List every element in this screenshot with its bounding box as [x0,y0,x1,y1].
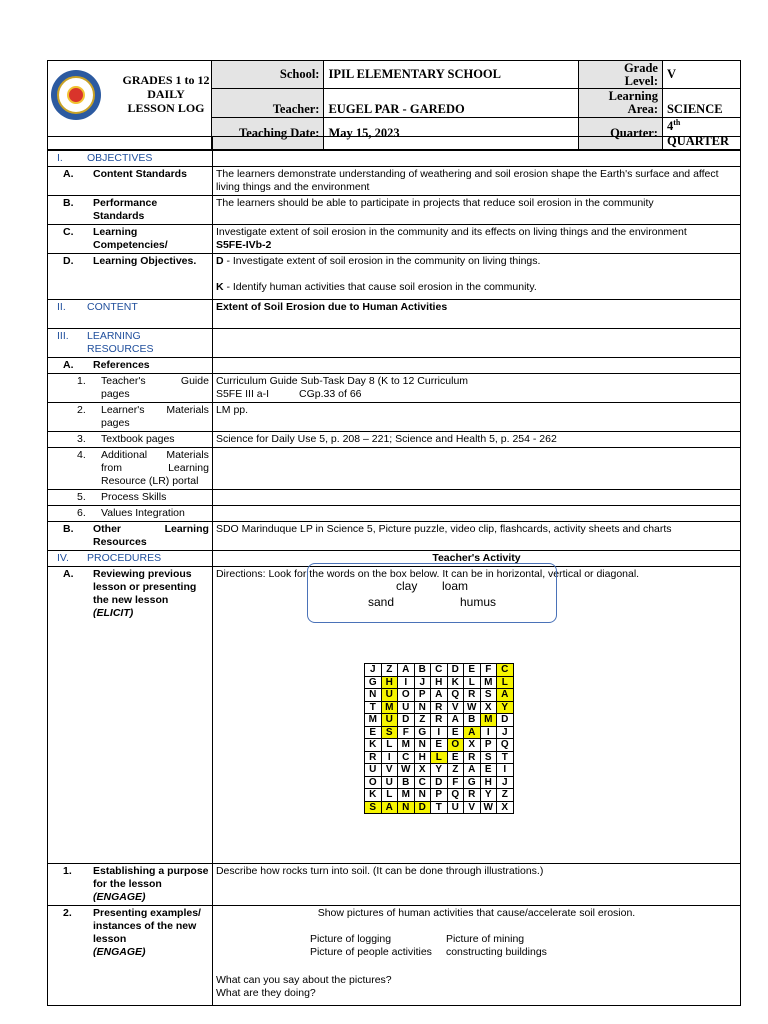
grid-cell: D [447,664,464,677]
establishing-purpose-label: 1. Establishing a purpose for the lesson (ENGAGE) [48,864,213,906]
grid-cell: J [497,776,514,789]
presenting-examples-text: Show pictures of human activities that cause/accelerate soil erosion. Picture of logging Picture of mining Picture of people activities constructing buildings What can you say about the pictures? What are they doing? [212,906,740,1006]
grid-cell: B [464,714,481,727]
word-sand: sand [368,595,395,609]
learning-competencies-text: Investigate extent of soil erosion in the community and its effects on living things and the environment S5FE-IVb-2 [212,225,740,254]
references-label: A. References [48,358,213,374]
grid-cell: Z [381,664,398,677]
grid-cell: B [414,664,431,677]
grid-row [365,664,514,677]
grid-cell: Z [497,789,514,802]
grid-cell: V [381,764,398,777]
grid-cell: U [381,776,398,789]
grid-cell: J [497,726,514,739]
other-resources-label: B. Other Learning Resources [48,522,213,551]
grid-cell: S [381,726,398,739]
learning-objectives-text: D - Investigate extent of soil erosion in the community on living things. K - Identify human activities that cause soil erosion in the community. [212,254,740,300]
grid-cell: R [464,789,481,802]
grid-cell: D [398,714,415,727]
grid-cell: G [365,676,382,689]
quarter-label: Quarter: [579,118,663,150]
grid-cell: O [398,689,415,702]
word-humus: humus [460,595,497,609]
grid-cell: R [464,751,481,764]
grid-cell: N [414,739,431,752]
grid-cell: H [414,751,431,764]
grid-cell: D [497,714,514,727]
grid-cell: F [480,664,497,677]
grid-cell: K [447,676,464,689]
grid-cell: N [414,701,431,714]
grid-cell: G [414,726,431,739]
performance-standards-label: B. Performance Standards [48,196,213,225]
grid-cell: M [398,789,415,802]
grid-cell: M [480,714,497,727]
grid-cell: R [365,751,382,764]
grid-cell: D [414,801,431,814]
grid-cell: X [464,739,481,752]
word-clay: clay [396,579,418,593]
performance-standards-text: The learners should be able to participate in projects that reduce soil erosion in the community [212,196,740,225]
grid-cell: Z [447,764,464,777]
grid-cell: E [464,664,481,677]
grid-cell: I [480,726,497,739]
grid-cell: Q [447,789,464,802]
grid-cell: A [381,801,398,814]
grid-cell: H [381,676,398,689]
grid-cell: E [480,764,497,777]
textbook-pages-text: Science for Daily Use 5, p. 208 – 221; Science and Health 5, p. 254 - 262 [212,432,740,448]
grid-cell: S [480,751,497,764]
school-value: IPIL ELEMENTARY SCHOOL [324,61,579,89]
grid-cell: U [365,764,382,777]
grid-cell: X [497,801,514,814]
grid-cell: M [365,714,382,727]
grid-cell: E [365,726,382,739]
date-label: Teaching Date: [211,118,324,150]
teachers-guide-label: 1. Teacher's Guide pages [48,374,213,403]
date-value: May 15, 2023 [324,118,579,150]
grade-value: V [662,61,740,89]
grid-row [365,701,514,714]
teacher-value: EUGEL PAR - GAREDO [324,89,579,118]
grid-cell: B [398,776,415,789]
grid-cell: M [480,676,497,689]
grid-cell: Q [497,739,514,752]
word-bank-box [307,563,557,623]
grid-cell: A [447,714,464,727]
grid-cell: V [464,801,481,814]
grid-cell: F [447,776,464,789]
process-skills-label: 5. Process Skills [48,490,213,506]
grid-cell: R [464,689,481,702]
grid-cell: W [464,701,481,714]
grid-cell: E [431,739,448,752]
grid-cell: Y [497,701,514,714]
grid-cell: W [480,801,497,814]
grade-label: Grade Level: [579,61,663,89]
content-standards-label: A. Content Standards [48,167,213,196]
grid-cell: I [398,676,415,689]
competency-code: S5FE-IVb-2 [215,239,272,251]
grid-row [365,676,514,689]
grid-cell: Q [447,689,464,702]
quarter-value: 4th QUARTER [662,118,740,150]
grid-cell: A [497,689,514,702]
grid-cell: T [431,801,448,814]
teacher-label: Teacher: [211,89,324,118]
presenting-examples-label: 2. Presenting examples/ instances of the new lesson (ENGAGE) [48,906,213,1006]
grid-cell: O [447,739,464,752]
area-label: Learning Area: [579,89,663,118]
grid-cell: L [381,739,398,752]
grid-row [365,739,514,752]
grid-cell: Y [431,764,448,777]
grid-cell: X [480,701,497,714]
textbook-pages-label: 3. Textbook pages [48,432,213,448]
grid-cell: A [464,764,481,777]
grid-cell: L [381,789,398,802]
grid-row [365,801,514,814]
grid-cell: L [497,676,514,689]
grid-cell: F [398,726,415,739]
content-heading: II. CONTENT [48,300,213,329]
grid-cell: E [447,726,464,739]
grid-cell: U [381,714,398,727]
grid-row [365,764,514,777]
reviewing-lesson-text: Directions: Look for the words on the box below. It can be in horizontal, vertical or diagonal. [212,567,740,864]
lesson-log-title: GRADES 1 to 12 DAILY LESSON LOG [122,73,210,115]
grid-cell: H [431,676,448,689]
grid-row [365,714,514,727]
grid-row [365,751,514,764]
grid-cell: O [365,776,382,789]
grid-row [365,726,514,739]
grid-cell: S [365,801,382,814]
learning-competencies-label: C. Learning Competencies/ [48,225,213,254]
additional-materials-label: 4. Additional Materials from Learning Resource (LR) portal [48,448,213,490]
objectives-heading: I. OBJECTIVES [48,151,213,167]
grid-row [365,689,514,702]
procedures-heading: IV. PROCEDURES [48,551,213,567]
establishing-purpose-text: Describe how rocks turn into soil. (It can be done through illustrations.) [212,864,740,906]
area-value: SCIENCE [662,89,740,118]
deped-seal-icon [51,70,101,120]
grid-cell: A [431,689,448,702]
grid-cell: N [398,801,415,814]
grid-cell: C [497,664,514,677]
grid-cell: G [464,776,481,789]
resources-heading: III. LEARNING RESOURCES [48,329,213,358]
values-integration-label: 6. Values Integration [48,506,213,522]
grid-cell: Z [414,714,431,727]
grid-cell: P [431,789,448,802]
word-loam: loam [442,579,469,593]
grid-cell: J [414,676,431,689]
grid-cell: K [365,739,382,752]
grid-cell: U [398,701,415,714]
grid-cell: X [414,764,431,777]
grid-cell: C [398,751,415,764]
grid-cell: A [398,664,415,677]
grid-cell: N [414,789,431,802]
grid-cell: N [365,689,382,702]
grid-cell: L [431,751,448,764]
grid-cell: M [381,701,398,714]
grid-cell: T [497,751,514,764]
grid-cell: H [480,776,497,789]
grid-cell: I [431,726,448,739]
grid-cell: R [431,701,448,714]
grid-cell: D [431,776,448,789]
grid-cell: L [464,676,481,689]
grid-cell: W [398,764,415,777]
grid-row [365,776,514,789]
grid-cell: V [447,701,464,714]
grid-cell: U [447,801,464,814]
grid-cell: Y [480,789,497,802]
grid-cell: C [431,664,448,677]
content-text: Extent of Soil Erosion due to Human Activities [212,300,740,329]
learners-materials-text: LM pp. [212,403,740,432]
grid-cell: E [447,751,464,764]
grid-cell: C [414,776,431,789]
grid-cell: M [398,739,415,752]
reviewing-lesson-label: A. Reviewing previous lesson or presenting the new lesson (ELICIT) [48,567,213,864]
grid-cell: R [431,714,448,727]
learners-materials-label: 2. Learner's Materials pages [48,403,213,432]
school-label: School: [211,61,324,89]
grid-cell: A [464,726,481,739]
grid-cell: I [381,751,398,764]
grid-cell: P [480,739,497,752]
grid-cell: K [365,789,382,802]
grid-cell: J [365,664,382,677]
grid-cell: I [497,764,514,777]
grid-row [365,789,514,802]
grid-cell: U [381,689,398,702]
teachers-guide-text: Curriculum Guide Sub-Task Day 8 (K to 12 Curriculum S5FE III a-I CGp.33 of 66 [212,374,740,403]
grid-cell: T [365,701,382,714]
teachers-activity-heading: Teacher's Activity [212,551,740,567]
grid-cell: P [414,689,431,702]
other-resources-text: SDO Marinduque LP in Science 5, Picture puzzle, video clip, flashcards, activity sheets and charts [212,522,740,551]
grid-cell: S [480,689,497,702]
learning-objectives-label: D. Learning Objectives. [48,254,213,300]
content-standards-text: The learners demonstrate understanding of weathering and soil erosion shape the Earth's surface and affect living things and the environment [212,167,740,196]
word-search-grid [364,663,514,814]
